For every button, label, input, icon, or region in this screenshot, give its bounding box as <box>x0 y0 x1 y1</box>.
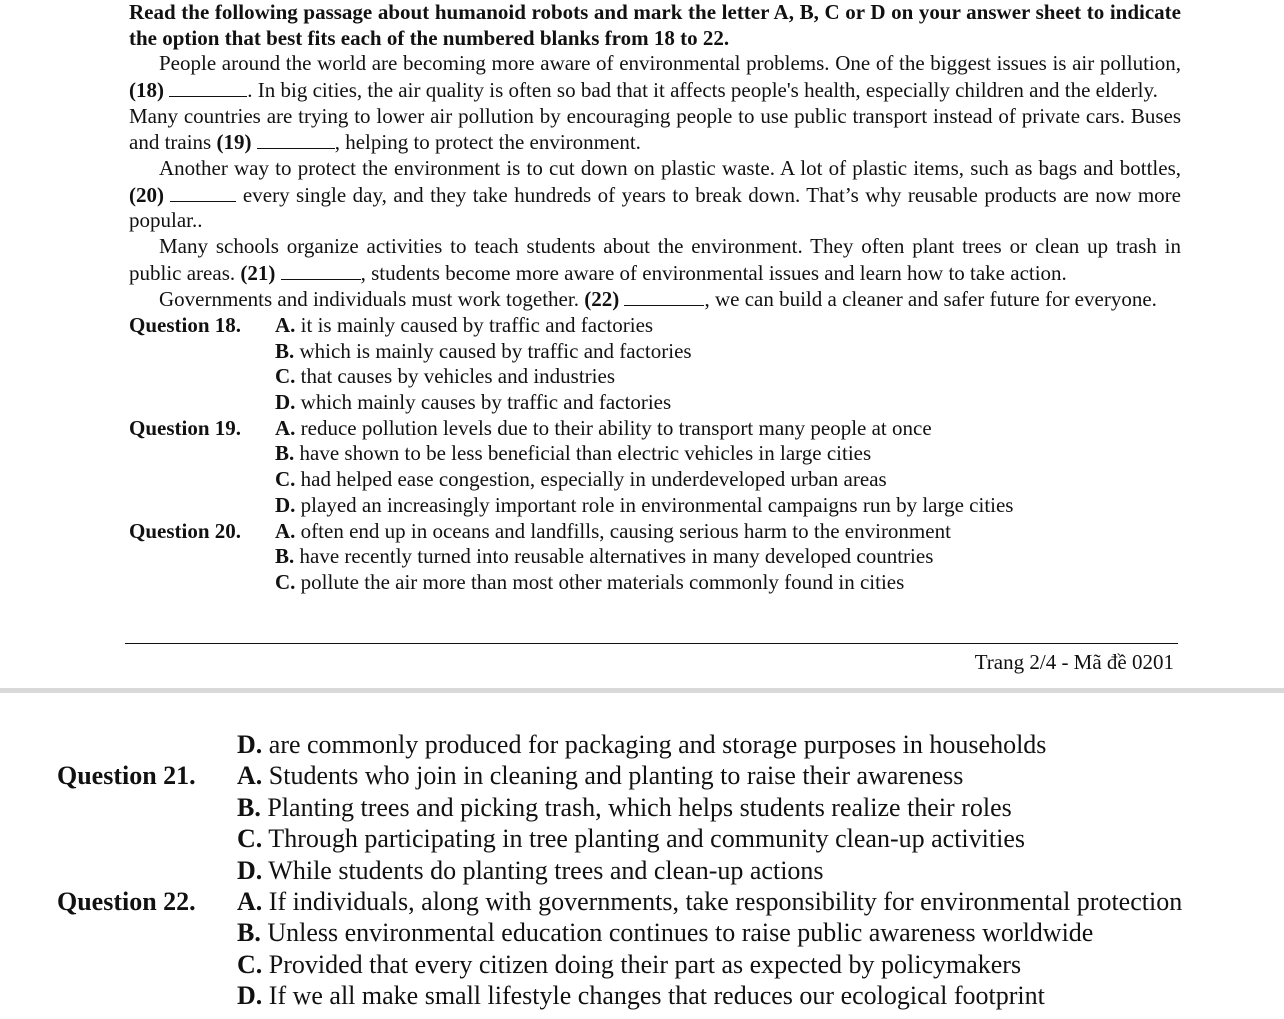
passage-paragraph-2 <box>129 104 1181 156</box>
passage-text: Many schools organize activities to teach students about the environment. They often plant trees or clean up trash in public areas. <box>129 234 1181 285</box>
blank-22-label: (22) <box>584 287 620 312</box>
blank-18-label: (18) <box>129 78 164 102</box>
option-list <box>275 416 1013 519</box>
option-a[interactable]: A. If individuals, along with governments, take responsibility for environmental protection <box>237 887 1183 917</box>
question-label: Question 22. <box>57 887 196 917</box>
option-list <box>275 519 951 596</box>
footer-divider <box>125 643 1178 644</box>
exam-page-3 <box>0 693 1284 1019</box>
instruction-text: Read the following passage about humanoid robots and mark the letter A, B, C or D on your answer sheet to indicate the option that best fits each of the numbered blanks from 18 to 22. <box>129 0 1181 50</box>
passage-paragraph-4 <box>129 234 1181 286</box>
blank-21-line <box>281 260 361 280</box>
question-22 <box>57 886 1257 1012</box>
option-c[interactable]: C. that causes by vehicles and industries <box>275 364 616 389</box>
option-a[interactable]: A. often end up in oceans and landfills, causing serious harm to the environment <box>275 518 951 543</box>
option-d[interactable]: D. played an increasingly important role in environmental campaigns run by large cities <box>275 492 1014 517</box>
passage-text: . In big cities, the air quality is often so bad that it affects people's health, especially children and the elderly. <box>247 78 1158 102</box>
blank-20-label: (20) <box>129 182 164 207</box>
question-label: Question 20. <box>129 518 242 543</box>
question-label: Question 19. <box>129 415 242 440</box>
passage-paragraph-3 <box>129 156 1181 234</box>
option-a[interactable]: A. it is mainly caused by traffic and factories <box>275 312 654 337</box>
option-d[interactable]: D. If we all make small lifestyle changes that reduces our ecological footprint <box>237 981 1045 1011</box>
option-d[interactable]: D. are commonly produced for packaging and storage purposes in households <box>237 730 1047 759</box>
passage-text: , helping to protect the environment. <box>334 130 641 155</box>
option-d[interactable]: D. While students do planting trees and clean-up actions <box>237 855 824 885</box>
blank-20-line <box>170 182 236 202</box>
option-a[interactable]: A. Students who join in cleaning and planting to raise their awareness <box>237 761 964 791</box>
question-20 <box>129 519 1181 596</box>
question-20-continued <box>57 729 1257 760</box>
passage-text: Another way to protect the environment is to cut down on plastic waste. A lot of plastic items, such as bags and bottles, <box>159 156 1181 180</box>
passage-paragraph-5 <box>129 286 1181 313</box>
passage-paragraph-1 <box>129 51 1181 103</box>
question-18 <box>129 313 1181 416</box>
page-footer: Trang 2/4 - Mã đề 0201 <box>974 650 1174 674</box>
passage-text: People around the world are becoming more aware of environmental problems. One of the biggest issues is air pollution, <box>159 51 1181 76</box>
question-21 <box>57 760 1257 886</box>
blank-22-line <box>624 286 704 306</box>
option-c[interactable]: C. pollute the air more than most other materials commonly found in cities <box>275 569 905 594</box>
blank-18-line <box>169 77 247 97</box>
question-list-continued <box>57 729 1257 1012</box>
question-label: Question 21. <box>57 761 196 791</box>
option-list <box>237 760 1025 886</box>
question-list <box>129 313 1181 596</box>
blank-19-label: (19) <box>216 130 252 155</box>
blank-19-line <box>257 129 335 149</box>
option-b[interactable]: B. Unless environmental education continues to raise public awareness worldwide <box>237 918 1094 948</box>
option-b[interactable]: B. which is mainly caused by traffic and factories <box>275 338 692 363</box>
option-c[interactable]: C. Provided that every citizen doing their part as expected by policymakers <box>237 949 1022 979</box>
option-a[interactable]: A. reduce pollution levels due to their ability to transport many people at once <box>275 415 932 440</box>
option-b[interactable]: B. have recently turned into reusable alternatives in many developed countries <box>275 544 934 569</box>
passage-text: Many countries are trying to lower air pollution by encouraging people to use public transport instead of private cars. Buses and trains <box>129 103 1181 155</box>
question-label: Question 18. <box>129 312 242 337</box>
option-b[interactable]: B. Planting trees and picking trash, which helps students realize their roles <box>237 792 1012 822</box>
option-c[interactable]: C. Through participating in tree planting and community clean-up activities <box>237 824 1025 854</box>
passage-text: , we can build a cleaner and safer future for everyone. <box>704 287 1157 312</box>
question-19 <box>129 416 1181 519</box>
option-list <box>275 313 692 416</box>
passage-text: , students become more aware of environmental issues and learn how to take action. <box>360 260 1067 285</box>
option-c[interactable]: C. had helped ease congestion, especially in underdeveloped urban areas <box>275 467 887 492</box>
passage-text: Governments and individuals must work together. <box>159 287 585 312</box>
passage-text: every single day, and they take hundreds of years to break down. That’s why reusable products are now more popular.. <box>129 182 1181 233</box>
blank-21-label: (21) <box>240 260 276 285</box>
option-b[interactable]: B. have shown to be less beneficial than electric vehicles in large cities <box>275 441 872 466</box>
option-list <box>237 886 1182 1012</box>
passage-section <box>129 0 1181 596</box>
option-d[interactable]: D. which mainly causes by traffic and factories <box>275 390 672 414</box>
